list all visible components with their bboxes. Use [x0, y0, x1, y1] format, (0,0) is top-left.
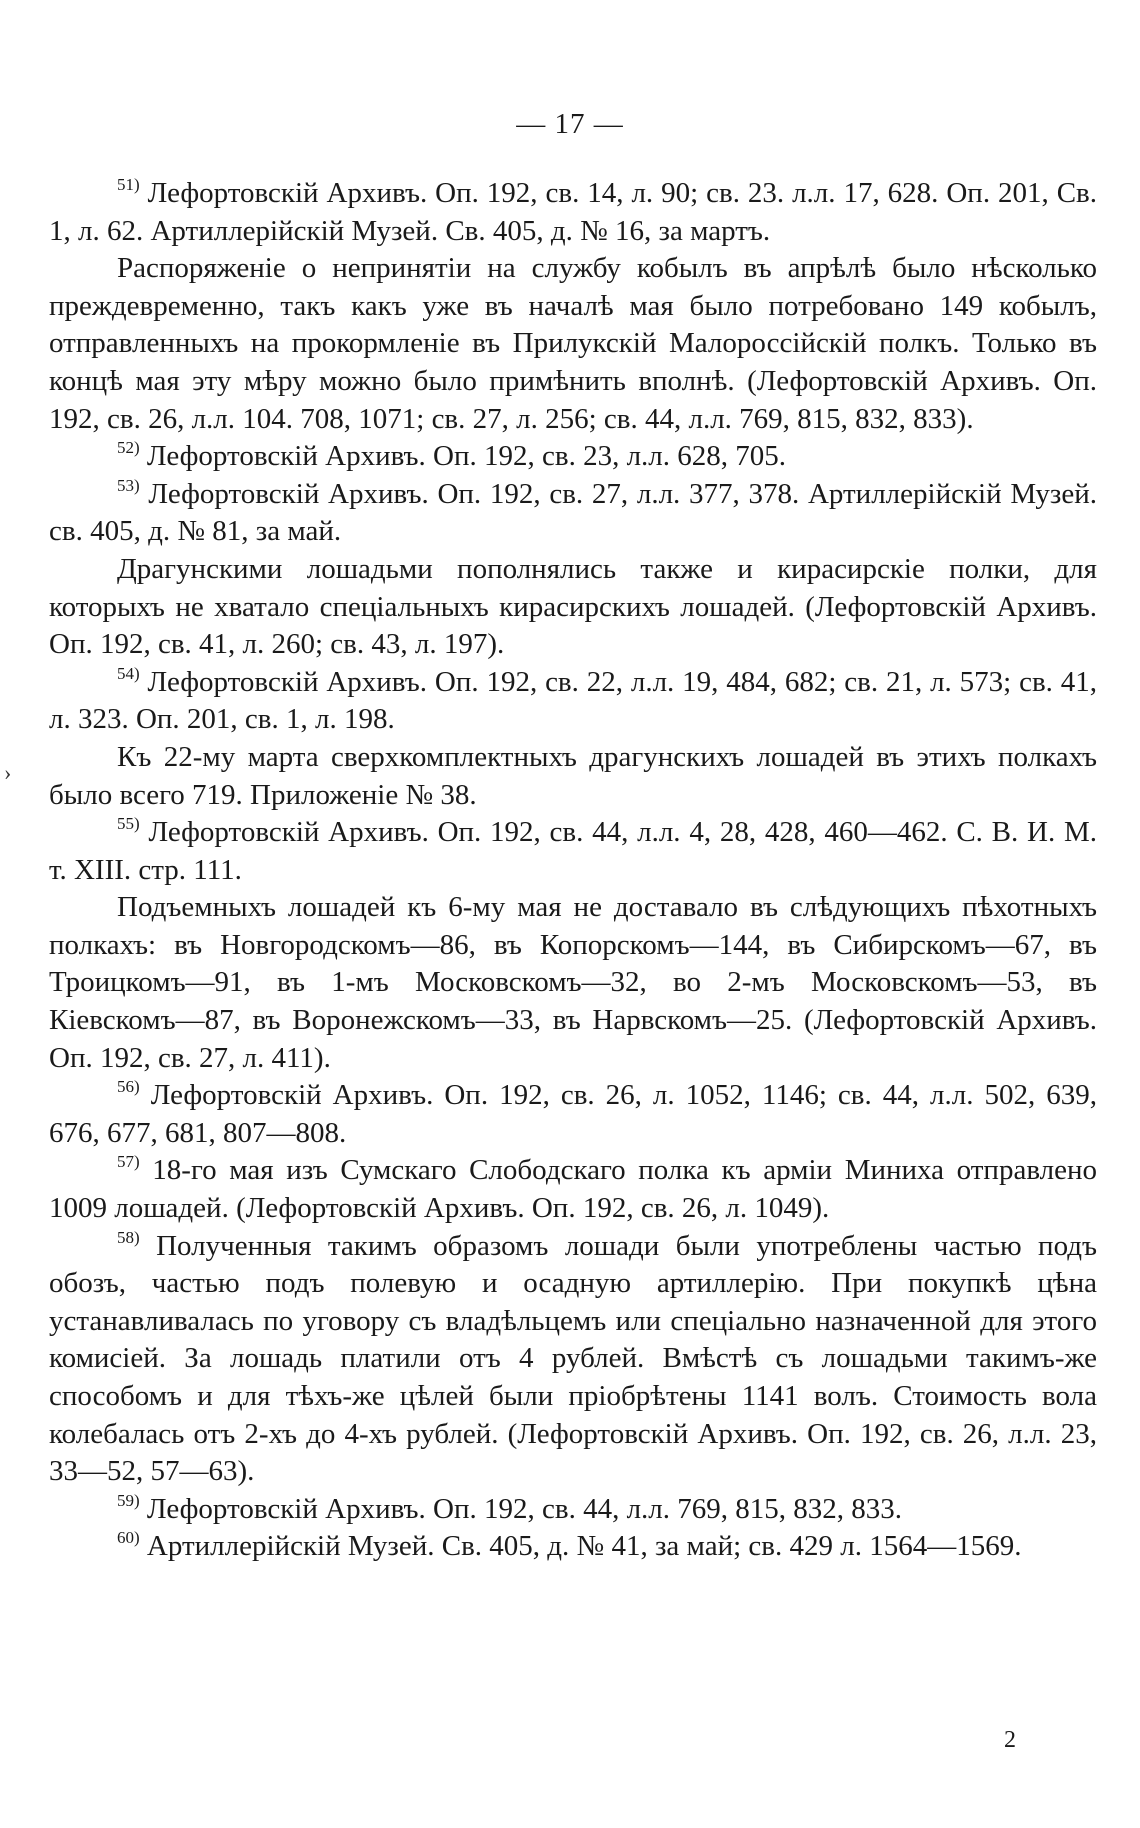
- footnote-text: Лефортовскій Архивъ. Оп. 192, св. 44, л.л. 769, 815, 832, 833.: [146, 1492, 903, 1525]
- paragraph: Драгунскими лошадьми пополнялись также и кирасирскіе полки, для которыхъ не хватало спеціальныхъ кирасирскихъ лошадей. (Лефортовскій Архивъ. Оп. 192, св. 41, л. 260; св. 43, л. 197).: [49, 552, 1097, 661]
- footnote-text: Лефортовскій Архивъ. Оп. 192, св. 26, л. 1052, 1146; св. 44, л.л. 502, 639, 676, 677, 681, 807—808.: [49, 1079, 1097, 1149]
- sheet-number: 2: [1004, 1727, 1016, 1753]
- footnote-number: 52): [117, 438, 140, 458]
- margin-mark: ›: [4, 760, 12, 785]
- footnote-number: 60): [117, 1528, 140, 1548]
- footnote-56: [49, 1077, 1097, 1152]
- footnote-57: [49, 1152, 1097, 1227]
- footnote-number: 53): [117, 475, 140, 495]
- footnote-text: Лефортовскій Архивъ. Оп. 192, св. 44, л.л. 4, 28, 428, 460—462. С. В. И. М. т. XIII. стр. 111.: [49, 816, 1097, 886]
- footnote-60: [49, 1528, 1097, 1566]
- paragraph: Подъемныхъ лошадей къ 6-му мая не доставало въ слѣдующихъ пѣхотныхъ полкахъ: въ Новгородскомъ—86, въ Копорскомъ—144, въ Сибирскомъ—67, въ Троицкомъ—91, въ 1-мъ Московскомъ—32, во 2-мъ Московскомъ—53, въ Кіевскомъ—87, въ Воронежскомъ—33, въ Нарвскомъ—25. (Лефортовскій Архивъ. Оп. 192, св. 27, л. 411).: [49, 891, 1097, 1074]
- paragraph: Распоряженіе о непринятіи на службу кобылъ въ апрѣлѣ было нѣсколько преждевременно, такъ какъ уже въ началѣ мая было потребовано 149 кобылъ, отправленныхъ на прокормленіе въ Прилукскій Малороссійскій полкъ. Только въ концѣ мая эту мѣру можно было примѣнить вполнѣ. (Лефортовскій Архивъ. Оп. 192, св. 26, л.л. 104. 708, 1071; св. 27, л. 256; св. 44, л.л. 769, 815, 832, 833).: [49, 252, 1097, 435]
- page-body: [49, 175, 1097, 1566]
- footnote-59: [49, 1491, 1097, 1529]
- footnote-text: Лефортовскій Архивъ. Оп. 192, св. 23, л.л. 628, 705.: [146, 440, 787, 473]
- footnote-52: [49, 438, 1097, 476]
- footnote-55: [49, 814, 1097, 889]
- footnote-58: [49, 1228, 1097, 1491]
- footnote-53: [49, 476, 1097, 551]
- footnote-number: 51): [117, 175, 140, 194]
- footnote-number: 59): [117, 1490, 140, 1510]
- footnote-number: 54): [117, 663, 140, 683]
- footnote-text: 18-го мая изъ Сумскаго Слободскаго полка къ арміи Миниха отправлено 1009 лошадей. (Лефортовскій Архивъ. Оп. 192, св. 26, л. 1049).: [49, 1154, 1097, 1225]
- footnote-text: Лефортовскій Архивъ. Оп. 192, св. 14, л. 90; св. 23. л.л. 17, 628. Оп. 201, Св. 1, л. 62. Артиллерійскій Музей. Св. 405, д. № 16, за мартъ.: [49, 177, 1098, 247]
- footnote-number: 56): [117, 1077, 140, 1097]
- footnote-text: Лефортовскій Архивъ. Оп. 192, св. 27, л.л. 377, 378. Артиллерійскій Музей. св. 405, д. № 81, за май.: [49, 477, 1097, 548]
- footnote-text: Лефортовскій Архивъ. Оп. 192, св. 22, л.л. 19, 484, 682; св. 21, л. 573; св. 41, л. 323. Оп. 201, св. 1, л. 198.: [49, 665, 1097, 736]
- footnote-number: 55): [117, 814, 140, 834]
- footnote-text: Артиллерійскій Музей. Св. 405, д. № 41, за май; св. 429 л. 1564—1569.: [146, 1530, 1022, 1563]
- footnote-54: [49, 664, 1097, 739]
- page-number: — 17 —: [516, 108, 624, 140]
- paragraph: Къ 22-му марта сверхкомплектныхъ драгунскихъ лошадей въ этихъ полкахъ было всего 719. Приложеніе № 38.: [49, 740, 1097, 811]
- footnote-text: Полученныя такимъ образомъ лошади были употреблены частью подъ обозъ, частью подъ полевую и осадную артиллерію. При покупкѣ цѣна устанавливалась по уговору съ владѣльцемъ или спеціально назначенной для этого комисіей. За лошадь платили отъ 4 рублей. Вмѣстѣ съ лошадьми такимъ-же способомъ и для тѣхъ-же цѣлей были пріобрѣтены 1141 волъ. Стоимость вола колебалась отъ 2-хъ до 4-хъ рублей. (Лефортовскій Архивъ. Оп. 192, св. 26, л.л. 23, 33—52, 57—63).: [49, 1229, 1097, 1488]
- footnote-number: 57): [117, 1152, 140, 1172]
- footnote-number: 58): [117, 1227, 140, 1247]
- footnote-51: [49, 175, 1097, 250]
